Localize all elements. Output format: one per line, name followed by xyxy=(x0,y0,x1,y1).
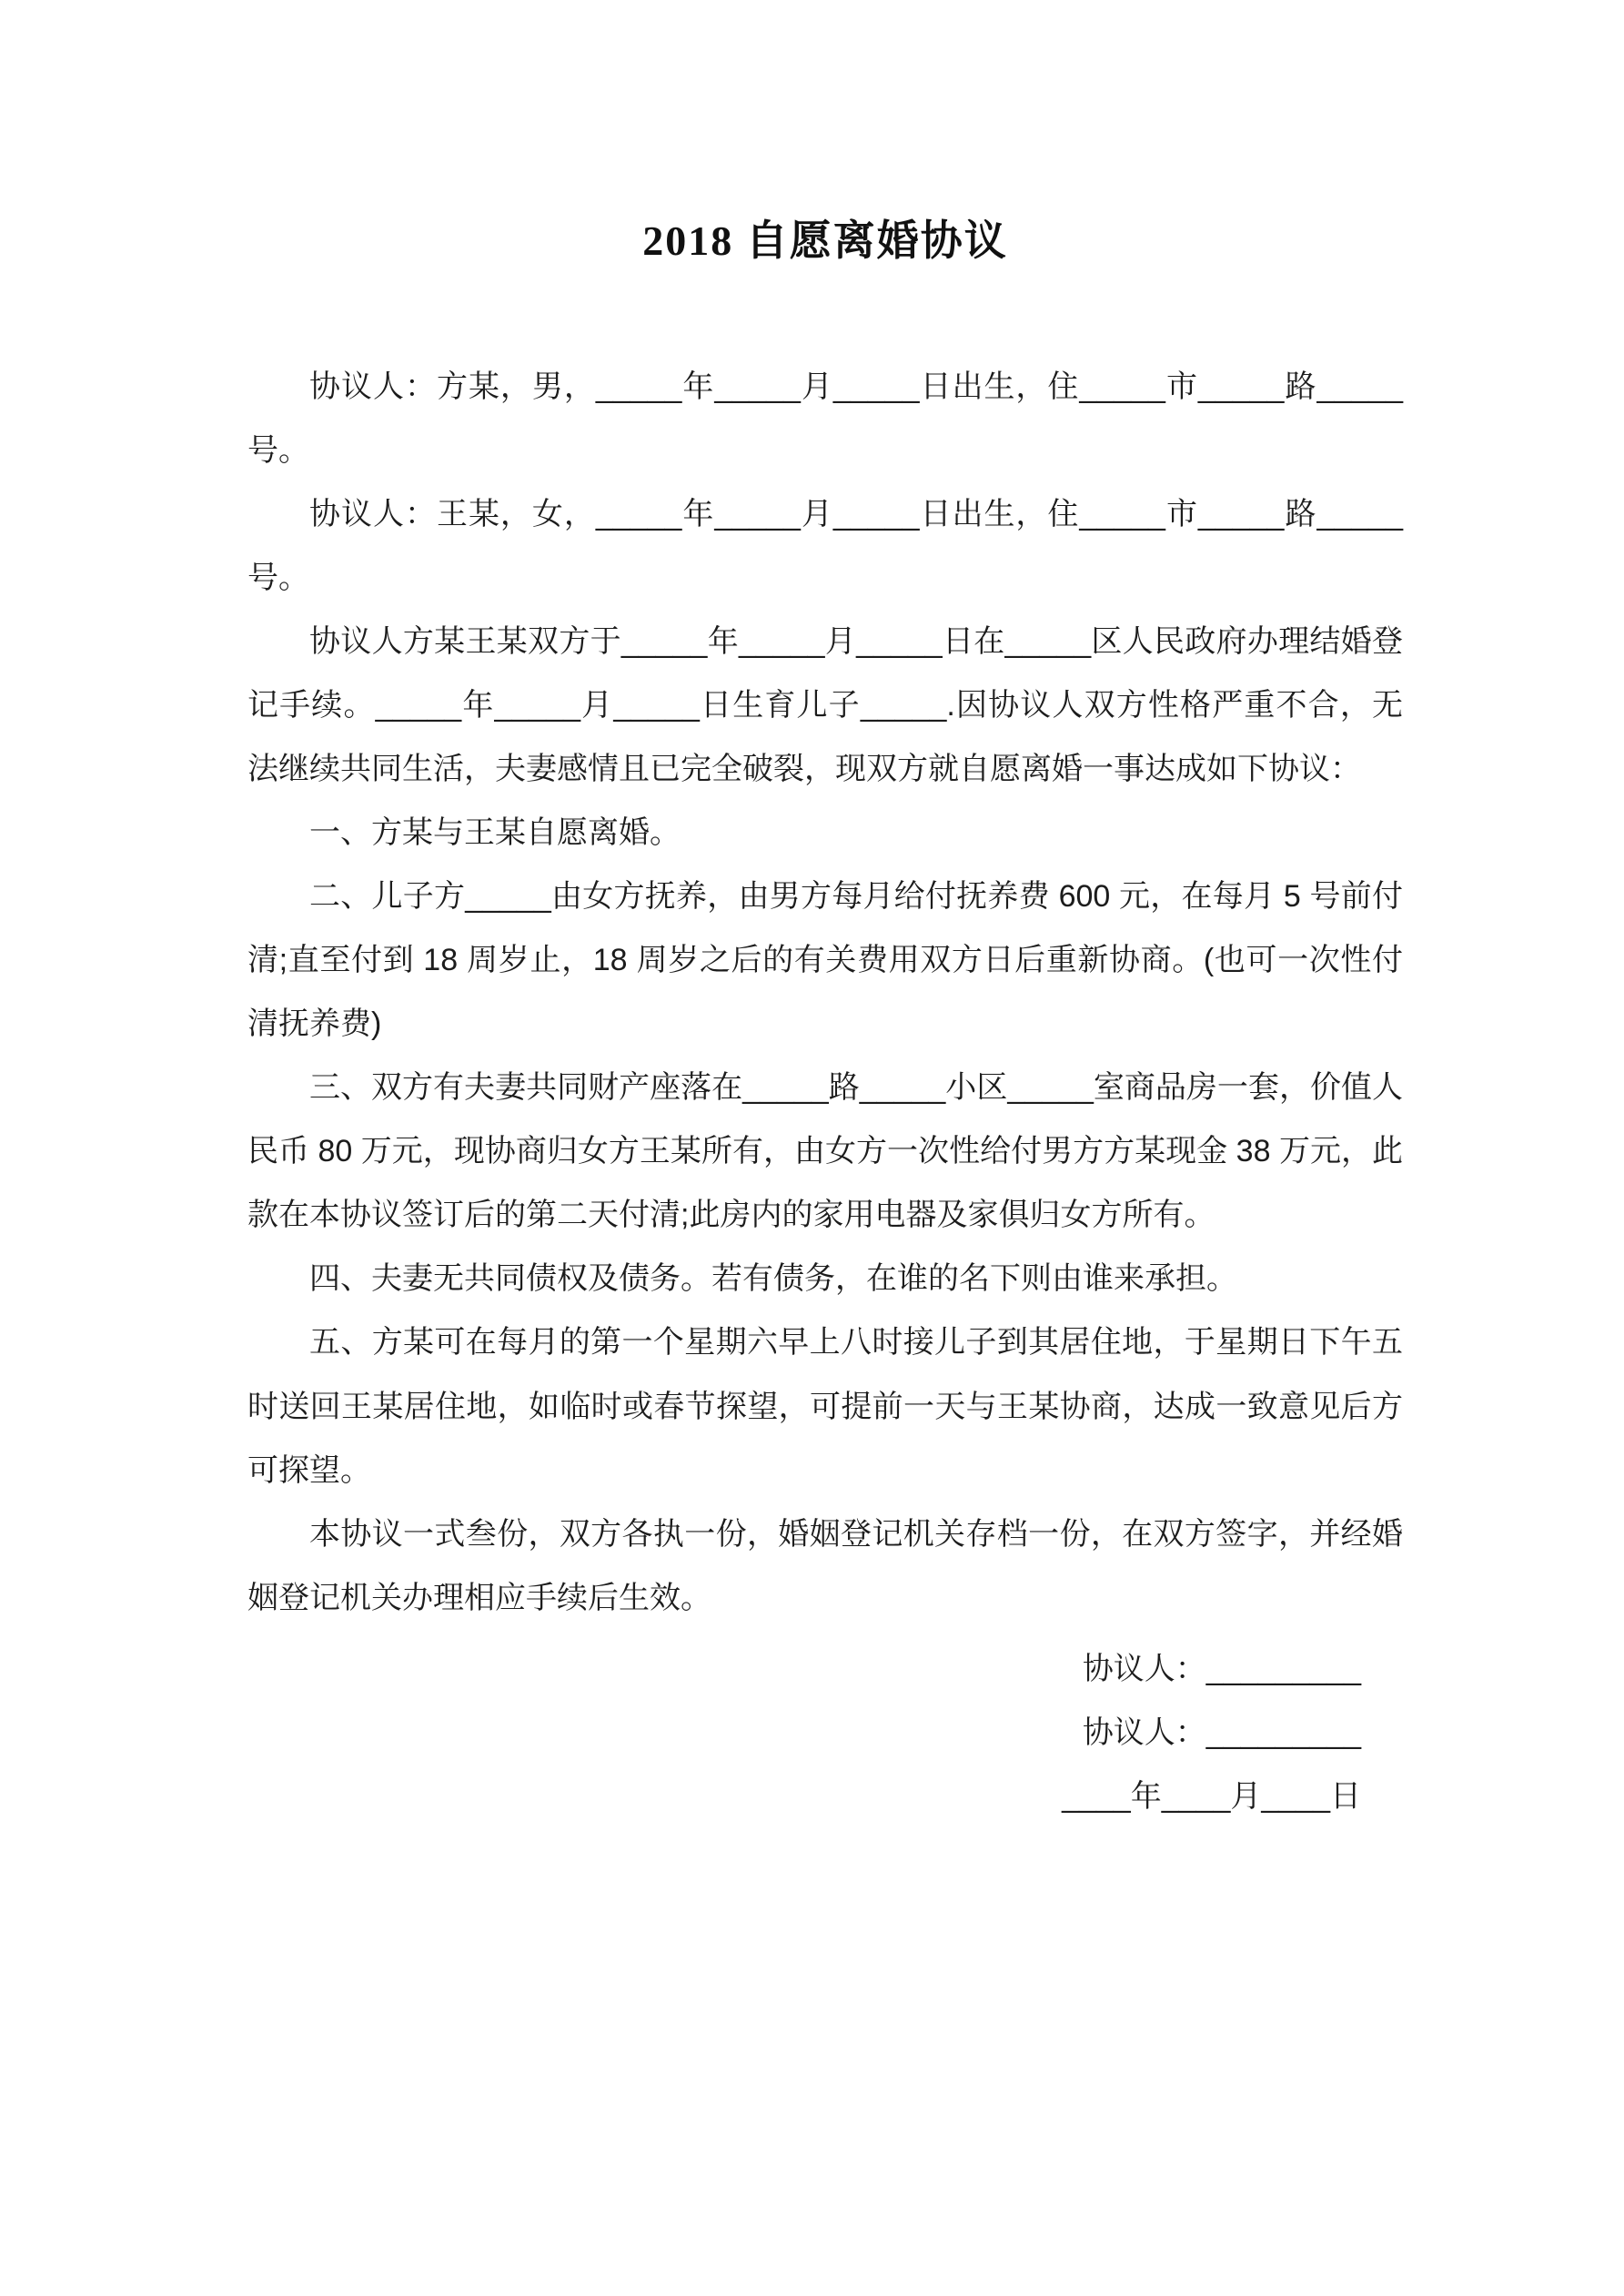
signature-line-party-2: 协议人：_________ xyxy=(1082,1714,1361,1750)
paragraph-party-1: 协议人：方某，男，_____年_____月_____日出生，住_____市_____路_____号。 xyxy=(247,369,1403,469)
paragraph-clause-4: 四、夫妻无共同债权及债务。若有债务，在谁的名下则由谁来承担。 xyxy=(309,1261,1237,1297)
signature-block xyxy=(247,1637,1403,1828)
paragraph-preamble: 协议人方某王某双方于_____年_____月_____日在_____区人民政府办理结婚登记手续。_____年_____月_____日生育儿子_____.因协议人双方性格严重不合，无法继续共同生活，夫妻感情且已完全破裂，现双方就自愿离婚一事达成如下协议： xyxy=(247,624,1403,787)
signature-line-party-1: 协议人：_________ xyxy=(1082,1651,1361,1686)
paragraph-clause-2: 二、儿子方_____由女方抚养，由男方每月给付抚养费 600 元，在每月 5 号前付清;直至付到 18 周岁止，18 周岁之后的有关费用双方日后重新协商。(也可一次性付清抚养费) xyxy=(247,879,1403,1042)
paragraph-clause-1: 一、方某与王某自愿离婚。 xyxy=(309,815,681,851)
paragraph-party-2: 协议人：王某，女，_____年_____月_____日出生，住_____市_____路_____号。 xyxy=(247,497,1403,596)
signature-line-date: ____年____月____日 xyxy=(1062,1778,1361,1814)
paragraph-clause-5: 五、方某可在每月的第一个星期六早上八时接儿子到其居住地，于星期日下午五时送回王某居住地，如临时或春节探望，可提前一天与王某协商，达成一致意见后方可探望。 xyxy=(247,1325,1403,1488)
paragraph-clause-3: 三、双方有夫妻共同财产座落在_____路_____小区_____室商品房一套，价值人民币 80 万元，现协商归女方王某所有，由女方一次性给付男方方某现金 38 万元，此款在本协议签订后的第二天付清;此房内的家用电器及家俱归女方所有。 xyxy=(247,1070,1403,1233)
paragraph-closing: 本协议一式叁份，双方各执一份，婚姻登记机关存档一份，在双方签字，并经婚姻登记机关办理相应手续后生效。 xyxy=(247,1516,1403,1615)
document-title: 2018 自愿离婚协议 xyxy=(642,217,1008,264)
